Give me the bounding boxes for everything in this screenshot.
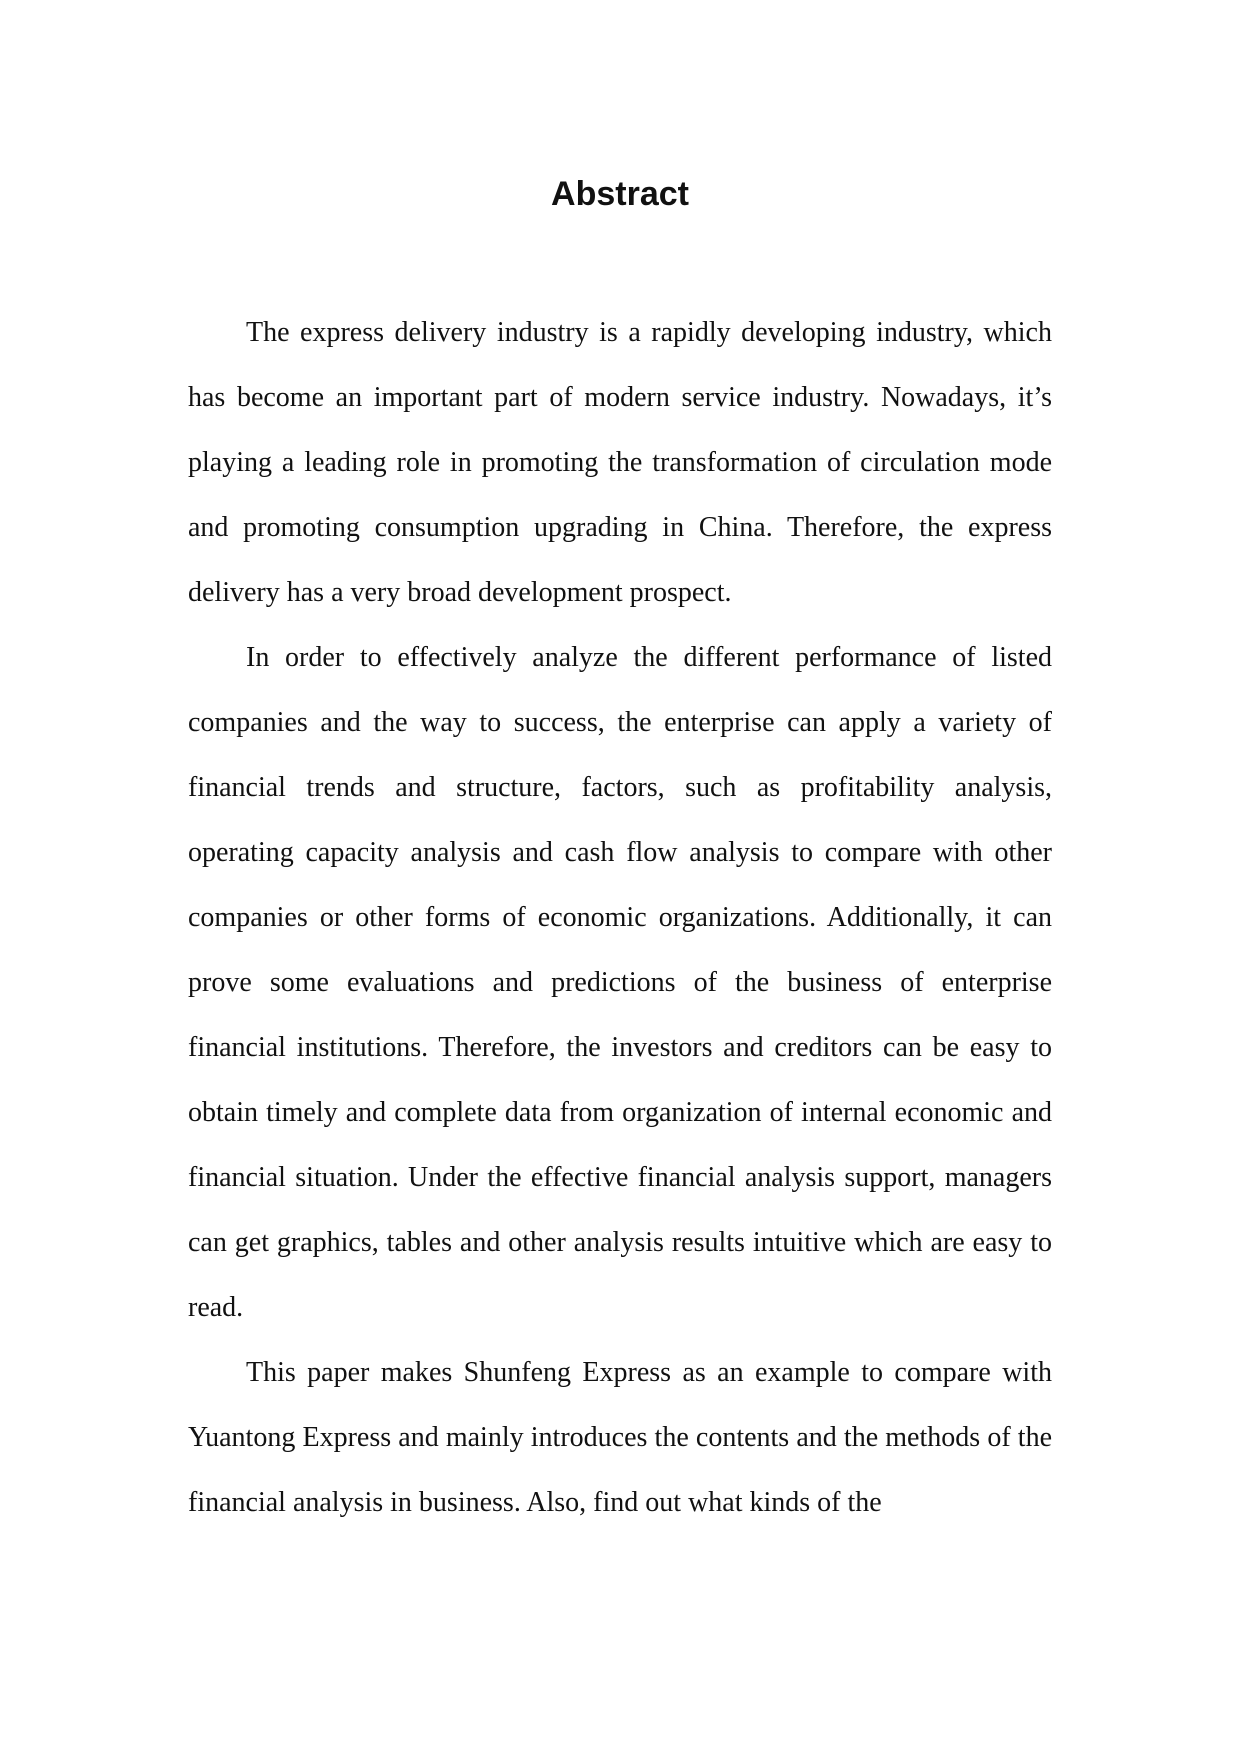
abstract-body: [188, 300, 1052, 1535]
abstract-paragraph-2: In order to effectively analyze the different performance of listed companies and the way to success, the enterprise can apply a variety of financial trends and structure, factors, such as profitability analysis, operating capacity analysis and cash flow analysis to compare with other companies or other forms of economic organizations. Additionally, it can prove some evaluations and predictions of the business of enterprise financial institutions. Therefore, the investors and creditors can be easy to obtain timely and complete data from organization of internal economic and financial situation. Under the effective financial analysis support, managers can get graphics, tables and other analysis results intuitive which are easy to read.: [188, 642, 1052, 1323]
page-title: Abstract: [551, 175, 689, 213]
abstract-paragraph-3: This paper makes Shunfeng Express as an example to compare with Yuantong Express and mainly introduces the contents and the methods of the financial analysis in business. Also, find out what kinds of the: [188, 1357, 1052, 1518]
abstract-paragraph-1: The express delivery industry is a rapidly developing industry, which has become an important part of modern service industry. Nowadays, it’s playing a leading role in promoting the transformation of circulation mode and promoting consumption upgrading in China. Therefore, the express delivery has a very broad development prospect.: [188, 317, 1052, 608]
